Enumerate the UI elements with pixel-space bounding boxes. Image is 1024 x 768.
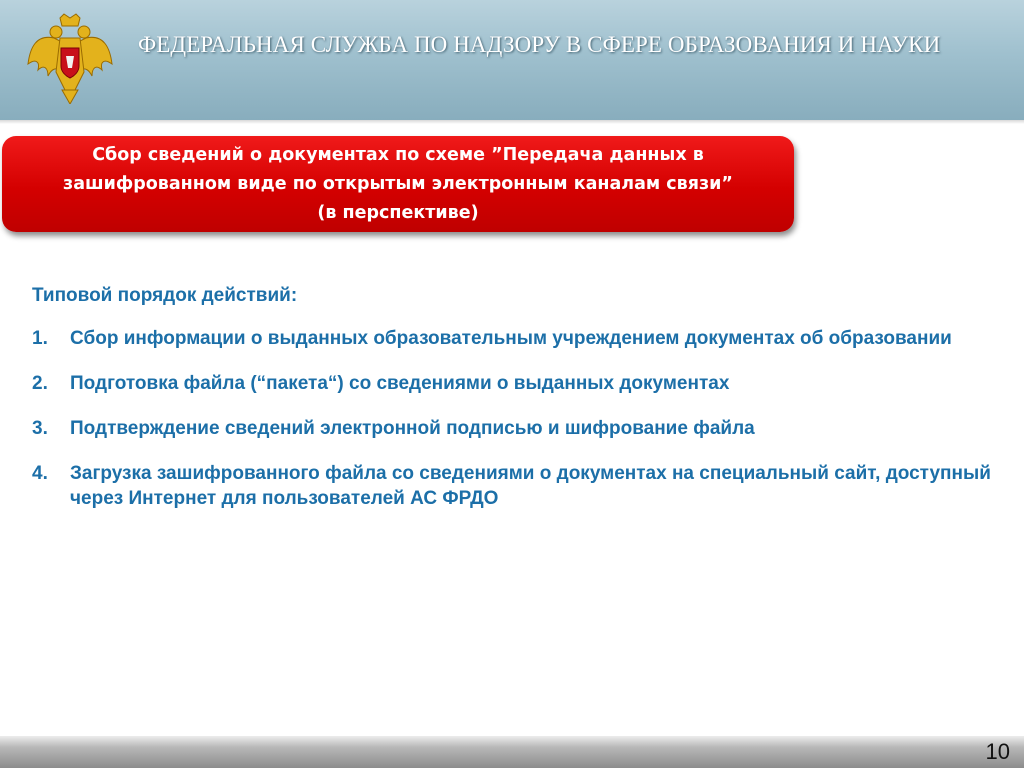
page-number: 10 (985, 739, 1010, 764)
footer-band (0, 736, 1024, 768)
step-text: Подготовка файла (“пакета“) со сведениями о выданных документах (70, 373, 730, 394)
procedure-content (32, 284, 992, 531)
procedure-step (32, 461, 992, 511)
procedure-step (32, 416, 992, 441)
header-band (0, 0, 1024, 120)
banner-line: (в перспективе) (317, 202, 479, 223)
step-text: Загрузка зашифрованного файла со сведениями о документах на специальный сайт, доступный через Интернет для пользователей АС ФРДО (70, 463, 991, 509)
procedure-step (32, 326, 992, 351)
step-text: Подтверждение сведений электронной подписью и шифрование файла (70, 418, 755, 439)
procedure-heading: Типовой порядок действий: (32, 285, 298, 306)
procedure-step (32, 371, 992, 396)
coat-of-arms-icon (26, 12, 114, 104)
step-number: 2. (32, 373, 48, 394)
step-number: 4. (32, 463, 48, 484)
step-text: Сбор информации о выданных образовательным учреждением документах об образовании (70, 328, 952, 349)
step-number: 1. (32, 328, 48, 349)
step-number: 3. (32, 418, 48, 439)
agency-title: ФЕДЕРАЛЬНАЯ СЛУЖБА ПО НАДЗОРУ В СФЕРЕ ОБРАЗОВАНИЯ И НАУКИ (138, 32, 941, 57)
topic-banner (2, 136, 794, 232)
banner-line: Сбор сведений о документах по схеме ”Передача данных в (92, 144, 704, 165)
header-divider (0, 120, 1024, 124)
banner-line: зашифрованном виде по открытым электронным каналам связи” (63, 173, 733, 194)
